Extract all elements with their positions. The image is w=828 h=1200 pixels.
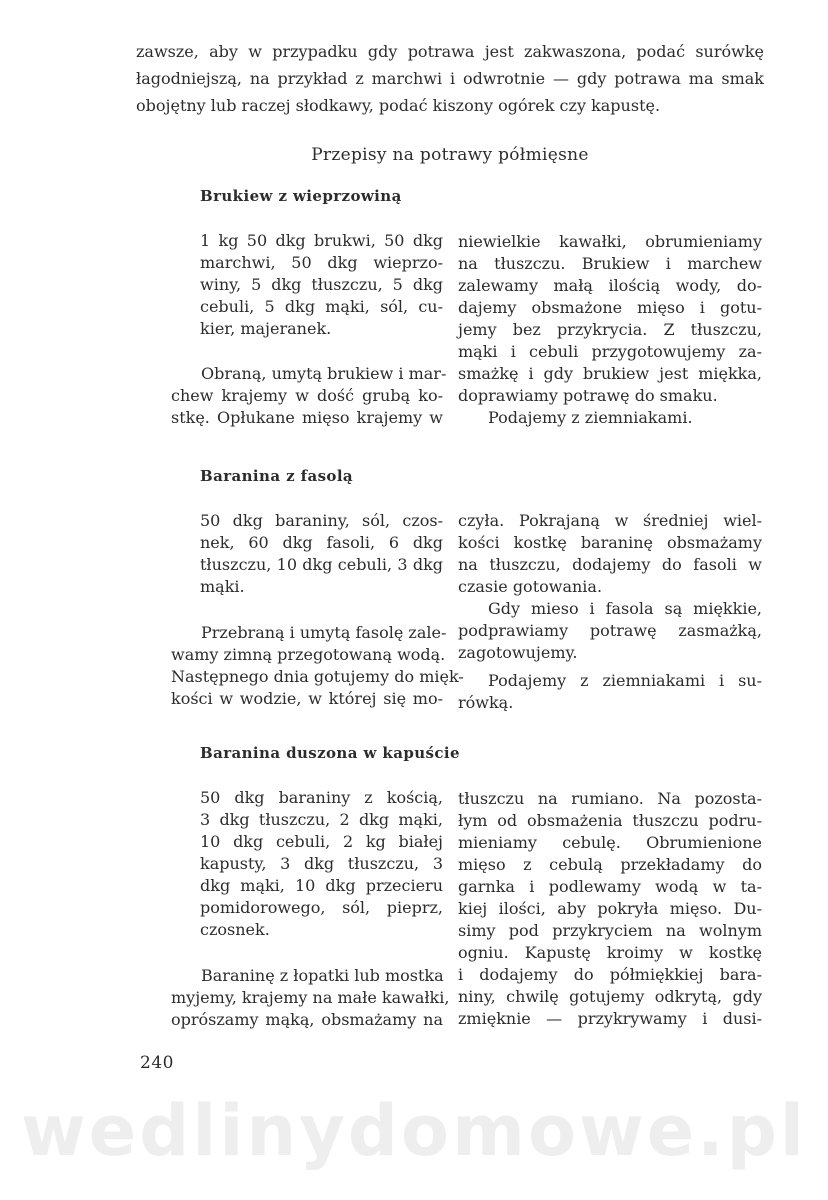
text-line: oprószamy mąką, obsmażamy na bbox=[171, 1010, 443, 1029]
recipe-text-right bbox=[458, 231, 762, 429]
ingredients-line: mąki. bbox=[200, 577, 245, 596]
page-number: 240 bbox=[140, 1053, 174, 1073]
recipe-text-left bbox=[171, 965, 450, 1031]
text-line: myjemy, krajemy na małe kawałki, bbox=[171, 988, 450, 1007]
text-line: tłuszczu na rumiano. Na pozosta- bbox=[458, 789, 762, 808]
recipe-text-right bbox=[458, 510, 762, 714]
recipe-title-brukiew: Brukiew z wieprzowiną bbox=[200, 187, 402, 205]
text-line: kiej ilości, aby pokryła mięso. Du- bbox=[458, 899, 762, 918]
intro-line: obojętny lub raczej słodkawy, podać kiszony ogórek czy kapustę. bbox=[136, 96, 661, 115]
text-line: czyła. Pokrajaną w średniej wiel- bbox=[458, 511, 762, 530]
text-line: zagotowujemy. bbox=[458, 643, 578, 662]
text-line: ogniu. Kapustę kroimy w kostkę bbox=[458, 943, 762, 962]
ingredients-line: 50 dkg baraniny z kością, bbox=[200, 788, 443, 807]
text-line: kości kostkę baraninę obsmażamy bbox=[458, 533, 762, 552]
ingredients-list bbox=[200, 787, 443, 941]
text-line: zalewamy małą ilością wody, do- bbox=[458, 276, 762, 295]
text-line: mieniamy cebulę. Obrumienione bbox=[458, 833, 762, 852]
text-line: kości w wodzie, w której się mo- bbox=[171, 689, 443, 708]
text-line: doprawiamy potrawę do smaku. bbox=[458, 386, 718, 405]
text-line: na tłuszczu. Brukiew i marchew bbox=[458, 254, 762, 273]
text-line: Obraną, umytą brukiew i mar- bbox=[201, 364, 447, 383]
ingredients-line: 50 dkg baraniny, sól, czos- bbox=[200, 511, 443, 530]
text-line: Baraninę z łopatki lub mostka bbox=[201, 966, 444, 985]
text-line: i dodajemy do półmiękkiej bara- bbox=[458, 965, 762, 984]
ingredients-line: nek, 60 dkg fasoli, 6 dkg bbox=[200, 533, 443, 552]
ingredients-line: kapusty, 3 dkg tłuszczu, 3 bbox=[200, 854, 443, 873]
text-line: łym od obsmażenia tłuszczu podru- bbox=[458, 811, 762, 830]
text-line: podprawiamy potrawę zasmażką, bbox=[458, 621, 762, 640]
ingredients-list bbox=[200, 230, 443, 340]
ingredients-line: 1 kg 50 dkg brukwi, 50 dkg bbox=[200, 231, 443, 250]
text-line: garnka i podlewamy wodą w ta- bbox=[458, 877, 762, 896]
ingredients-line: cebuli, 5 dkg mąki, sól, cu- bbox=[200, 297, 443, 316]
recipe-title-baranina-fasola: Baranina z fasolą bbox=[200, 467, 354, 485]
intro-line: łagodniejszą, na przykład z marchwi i odwrotnie — gdy potrawa ma smak bbox=[136, 69, 764, 88]
recipe-text-left bbox=[171, 622, 464, 710]
recipe-text-left bbox=[171, 363, 447, 429]
text-line: smażkę i gdy brukiew jest miękka, bbox=[458, 364, 762, 383]
text-line: mąki i cebuli przygotowujemy za- bbox=[458, 342, 762, 361]
ingredients-list bbox=[200, 510, 443, 598]
text-line: stkę. Opłukane mięso krajemy w bbox=[171, 408, 443, 427]
recipe-text-right bbox=[458, 788, 762, 1030]
watermark: wedlinydomowe.pl bbox=[21, 1090, 807, 1172]
text-line: Przebraną i umytą fasolę zale- bbox=[201, 623, 447, 642]
intro-line: zawsze, aby w przypadku gdy potrawa jest zakwaszona, podać surówkę bbox=[136, 42, 764, 61]
ingredients-line: pomidorowego, sól, pieprz, bbox=[200, 898, 443, 917]
text-line: niny, chwilę gotujemy odkrytą, gdy bbox=[458, 987, 762, 1006]
ingredients-line: winy, 5 dkg tłuszczu, 5 dkg bbox=[200, 275, 443, 294]
ingredients-line: tłuszczu, 10 dkg cebuli, 3 dkg bbox=[200, 555, 443, 574]
text-line: rówką. bbox=[458, 693, 514, 712]
text-line: simy pod przykryciem na wolnym bbox=[458, 921, 762, 940]
ingredients-line: 10 dkg cebuli, 2 kg białej bbox=[200, 832, 443, 851]
text-line: niewielkie kawałki, obrumieniamy bbox=[458, 232, 762, 251]
ingredients-line: dkg mąki, 10 dkg przecieru bbox=[200, 876, 443, 895]
text-line: na tłuszczu, dodajemy do fasoli w bbox=[458, 555, 762, 574]
section-title: Przepisy na potrawy półmięsne bbox=[311, 145, 589, 165]
ingredients-line: czosnek. bbox=[200, 920, 270, 939]
text-line: Podajemy z ziemniakami. bbox=[488, 408, 693, 427]
text-line: Podajemy z ziemniakami i su- bbox=[488, 671, 762, 690]
text-line: Następnego dnia gotujemy do mięk- bbox=[171, 667, 464, 686]
intro-paragraph bbox=[136, 38, 764, 119]
text-line: jemy bez przykrycia. Z tłuszczu, bbox=[458, 320, 762, 339]
text-line: czasie gotowania. bbox=[458, 577, 603, 596]
text-line: Gdy mieso i fasola są miękkie, bbox=[488, 599, 762, 618]
text-line: mięso z cebulą przekładamy do bbox=[458, 855, 762, 874]
text-line: chew krajemy w dość grubą ko- bbox=[171, 386, 443, 405]
text-line: wamy zimną przegotowaną wodą. bbox=[171, 645, 446, 664]
text-line: zmięknie — przykrywamy i dusi- bbox=[458, 1009, 762, 1028]
ingredients-line: marchwi, 50 dkg wieprzo- bbox=[200, 253, 443, 272]
ingredients-line: kier, majeranek. bbox=[200, 319, 332, 338]
recipe-title-baranina-kapusta: Baranina duszona w kapuście bbox=[200, 744, 460, 762]
ingredients-line: 3 dkg tłuszczu, 2 dkg mąki, bbox=[200, 810, 443, 829]
text-line: dajemy obsmażone mięso i gotu- bbox=[458, 298, 762, 317]
